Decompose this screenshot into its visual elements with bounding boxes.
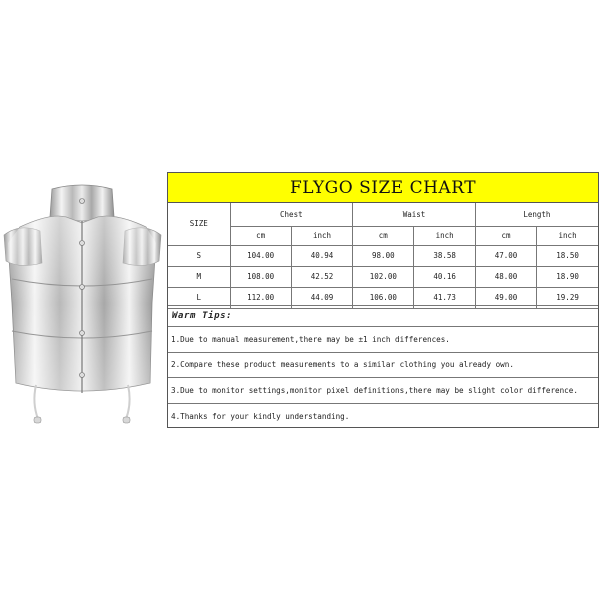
- chest-header: Chest: [230, 203, 353, 226]
- tip-item: 2.Compare these product measurements to a similar clothing you already own.: [168, 353, 598, 379]
- table-cell: 98.00: [353, 245, 414, 266]
- table-cell: 106.00: [353, 287, 414, 308]
- table-cell: 18.50: [537, 245, 598, 266]
- warm-tips-header: Warm Tips:: [168, 305, 598, 327]
- table-cell: 41.73: [414, 287, 475, 308]
- size-label: S: [168, 245, 230, 266]
- unit-header: cm: [353, 226, 414, 245]
- unit-header: cm: [230, 226, 291, 245]
- product-image: [0, 183, 165, 435]
- size-label: M: [168, 266, 230, 287]
- table-cell: 38.58: [414, 245, 475, 266]
- size-chart-title: FLYGO SIZE CHART: [168, 173, 598, 203]
- table-cell: 102.00: [353, 266, 414, 287]
- unit-header: inch: [537, 226, 598, 245]
- table-cell: 49.00: [475, 287, 536, 308]
- waist-header: Waist: [353, 203, 476, 226]
- table-cell: 108.00: [230, 266, 291, 287]
- size-column-header: SIZE: [168, 203, 230, 245]
- warm-tips: [168, 305, 598, 429]
- tip-item: 1.Due to manual measurement,there may be ±1 inch differences.: [168, 327, 598, 353]
- length-header: Length: [475, 203, 598, 226]
- table-cell: 42.52: [291, 266, 352, 287]
- table-cell: 40.16: [414, 266, 475, 287]
- unit-header: inch: [414, 226, 475, 245]
- table-cell: 104.00: [230, 245, 291, 266]
- size-chart: [167, 172, 599, 428]
- size-table: [168, 203, 598, 309]
- table-cell: 47.00: [475, 245, 536, 266]
- unit-header-row: [168, 226, 598, 245]
- table-cell: 19.29: [537, 287, 598, 308]
- table-cell: 40.94: [291, 245, 352, 266]
- unit-header: inch: [291, 226, 352, 245]
- tip-item: 3.Due to monitor settings,monitor pixel definitions,there may be slight color difference.: [168, 378, 598, 404]
- table-cell: 48.00: [475, 266, 536, 287]
- group-header-row: [168, 203, 598, 226]
- size-label: L: [168, 287, 230, 308]
- table-row: [168, 245, 598, 266]
- table-cell: 44.09: [291, 287, 352, 308]
- table-cell: 18.90: [537, 266, 598, 287]
- table-row: [168, 266, 598, 287]
- unit-header: cm: [475, 226, 536, 245]
- table-cell: 112.00: [230, 287, 291, 308]
- tip-item: 4.Thanks for your kindly understanding.: [171, 411, 350, 421]
